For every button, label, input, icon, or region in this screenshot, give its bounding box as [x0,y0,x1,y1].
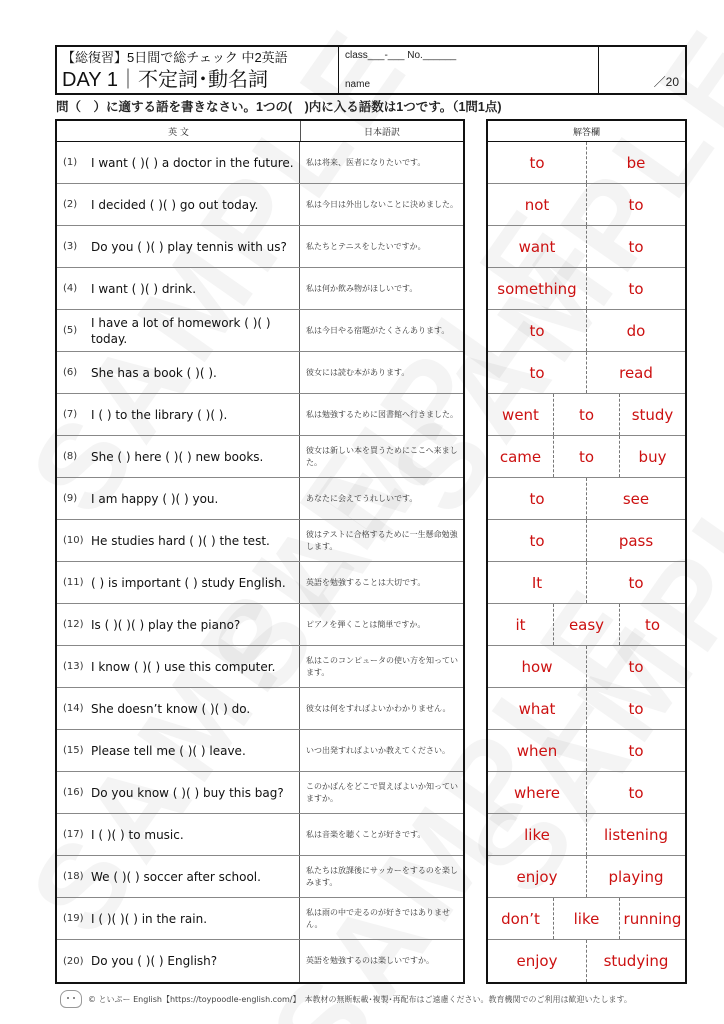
english-sentence-cell [57,940,300,982]
question-number: (3) [63,241,78,252]
answer-row [488,268,685,310]
column-header-japanese: 日本語訳 [363,127,400,138]
question-number: (11) [63,577,84,588]
japanese-translation: あなたに会えてうれしいです。 [306,493,418,503]
footer [60,990,632,1008]
answer-blank[interactable]: to [554,394,620,435]
answer-row [488,352,685,394]
japanese-translation: 私たちとテニスをしたいですか。 [306,241,426,251]
answer-row [488,772,685,814]
english-sentence-cell [57,268,300,309]
english-sentence: Is ( )( )( ) play the piano? [91,617,241,632]
english-sentence: She doesn’t know ( )( ) do. [91,701,251,716]
answer-blank[interactable]: want [488,226,587,267]
student-info-cell [339,47,599,93]
answer-row [488,478,685,520]
answer-blank[interactable]: like [488,814,587,855]
question-row [57,898,463,940]
answer-blank[interactable]: to [488,352,587,393]
question-number: (4) [63,283,78,294]
english-sentence: We ( )( ) soccer after school. [91,869,261,884]
question-number: (16) [63,787,84,798]
question-row [57,772,463,814]
japanese-translation: 彼はテストに合格するために一生懸命勉強します。 [306,529,458,551]
english-sentence: Do you ( )( ) play tennis with us? [91,239,287,254]
question-row [57,352,463,394]
answer-blank[interactable]: came [488,436,554,477]
answer-blank[interactable]: to [628,237,644,256]
question-row [57,226,463,268]
answer-table [486,119,687,984]
question-number: (18) [63,871,84,882]
header-box [55,45,687,95]
english-sentence-cell [57,226,300,267]
question-number: (12) [63,619,84,630]
question-row [57,478,463,520]
answer-row [488,898,685,940]
japanese-translation: ピアノを弾くことは簡単ですか。 [306,619,426,629]
answer-row [488,730,685,772]
english-sentence: Please tell me ( )( ) leave. [91,743,246,758]
answer-blank[interactable]: where [488,772,587,813]
footer-text: © といぷー English【https://toypoodle-english.com/】 本教材の無断転載･複製･再配布はご遠慮ください。教育機関でのご利用は歓迎いたします。 [88,994,632,1004]
japanese-translation: 彼女は新しい本を買うためにここへ来ました。 [306,445,458,467]
japanese-translation: 私は音楽を聴くことが好きです。 [306,829,426,839]
japanese-translation: 英語を勉強することは大切です。 [306,577,426,587]
answer-blank[interactable]: to [644,615,661,634]
answer-blank[interactable]: easy [554,604,620,645]
answer-row [488,856,685,898]
question-row [57,436,463,478]
english-sentence-cell [57,436,300,477]
english-sentence-cell [57,730,300,771]
answer-blank[interactable]: to [488,310,587,351]
question-number: (17) [63,829,84,840]
question-row [57,604,463,646]
english-sentence-cell [57,478,300,519]
question-number: (6) [63,367,78,378]
answer-row [488,310,685,352]
japanese-translation: いつ出発すればよいか教えてください。 [306,745,450,755]
japanese-translation: 彼女には読む本があります。 [306,367,410,377]
english-sentence: I decided ( )( ) go out today. [91,197,259,212]
english-sentence: Do you ( )( ) English? [91,954,218,968]
question-row [57,814,463,856]
question-row [57,646,463,688]
column-header-english: 英 文 [57,121,301,141]
answer-blank[interactable]: something [488,268,587,309]
answer-row [488,520,685,562]
question-row [57,310,463,352]
answer-blank[interactable]: what [488,688,587,729]
question-row [57,730,463,772]
answer-blank[interactable]: pass [618,531,654,550]
column-header-answer: 解答欄 [488,121,685,142]
question-number: (20) [63,955,84,967]
answer-blank[interactable]: see [622,489,650,508]
answer-blank[interactable]: how [488,646,587,687]
answer-blank[interactable]: It [488,562,587,603]
english-sentence-cell [57,898,300,939]
answer-row [488,142,685,184]
answer-blank[interactable]: enjoy [488,940,587,982]
answer-blank[interactable]: to [554,436,620,477]
answer-blank[interactable]: to [628,741,644,760]
question-number: (1) [63,157,78,168]
japanese-translation: 英語を勉強するのは楽しいですか。 [306,956,434,965]
japanese-translation: 私は将来、医者になりたいです。 [306,157,426,167]
question-row [57,142,463,184]
answer-row [488,184,685,226]
english-sentence-cell [57,394,300,435]
instruction-text: 問（ ）に適する語を書きなさい。1つの( )内に入る語数は1つです。（1問1点) [56,100,502,114]
question-number: (15) [63,745,84,756]
answer-blank[interactable]: not [488,184,587,225]
english-sentence: She has a book ( )( ). [91,365,217,380]
question-number: (19) [63,913,84,924]
answer-row [488,688,685,730]
question-number: (10) [63,535,84,546]
question-number: (13) [63,661,84,672]
english-sentence-cell [57,856,300,897]
question-row [57,268,463,310]
answer-row [488,940,685,982]
answer-blank[interactable]: enjoy [488,856,587,897]
english-sentence-cell [57,646,300,687]
answer-blank[interactable]: to [488,478,587,519]
answer-blank[interactable]: to [628,783,644,802]
answer-blank[interactable]: be [626,153,646,172]
answer-blank[interactable]: buy [638,447,667,466]
english-sentence: Do you know ( )( ) buy this bag? [91,785,284,800]
question-table-header [57,121,463,142]
japanese-translation: 私は勉強するために図書館へ行きました。 [306,409,458,419]
english-sentence: I ( )( )( ) in the rain. [91,911,208,926]
english-sentence: She ( ) here ( )( ) new books. [91,449,264,464]
answer-blank[interactable]: to [628,279,644,298]
header-title-cell [57,47,339,93]
answer-blank[interactable]: to [488,520,587,561]
english-sentence-cell [57,814,300,855]
english-sentence: I want ( )( ) drink. [91,281,197,296]
english-sentence: He studies hard ( )( ) the test. [91,533,270,548]
english-sentence-cell [57,310,300,351]
question-number: (7) [63,409,78,420]
header-subtitle: 【総復習】5日間で総チェック 中2英語 [62,50,288,65]
answer-blank[interactable]: studying [603,952,669,970]
english-sentence-cell [57,520,300,561]
english-sentence: I ( ) to the library ( )( ). [91,407,228,422]
answer-blank[interactable]: to [628,573,644,592]
answer-row [488,646,685,688]
question-number: (8) [63,451,78,462]
answer-row [488,604,685,646]
question-row [57,940,463,982]
japanese-translation: 私は雨の中で走るのが好きではありません。 [306,907,450,929]
english-sentence-cell [57,184,300,225]
english-sentence-cell [57,562,300,603]
english-sentence: I have a lot of homework ( )( ) today. [91,315,271,346]
answer-row [488,394,685,436]
question-row [57,562,463,604]
answer-blank[interactable]: like [554,898,620,939]
japanese-translation: このかばんをどこで買えばよいか知っていますか。 [306,781,458,803]
answer-blank[interactable]: went [488,394,554,435]
question-row [57,856,463,898]
score-cell [599,47,685,93]
question-row [57,688,463,730]
japanese-translation: 私は今日やる宿題がたくさんあります。 [306,325,450,335]
english-sentence: I ( )( ) to music. [91,827,184,842]
answer-blank[interactable]: don’t [488,898,554,939]
answer-row [488,814,685,856]
answer-blank[interactable]: to [628,657,644,676]
answer-blank[interactable]: when [488,730,587,771]
japanese-translation: 私は今日は外出しないことに決めました。 [306,199,458,209]
japanese-translation: 私はこのコンピュータの使い方を知っています。 [306,655,458,677]
english-sentence: I am happy ( )( ) you. [91,491,219,506]
answer-blank[interactable]: do [626,321,646,340]
japanese-translation: 私たちは放課後にサッカーをするのを楽しみます。 [306,865,458,887]
japanese-translation: 私は何か飲み物がほしいです。 [306,283,418,293]
answer-blank[interactable]: to [628,699,644,718]
english-sentence: I want ( )( ) a doctor in the future. [91,155,294,170]
question-row [57,520,463,562]
english-sentence: ( ) is important ( ) study English. [91,575,286,590]
japanese-translation: 彼女は何をすればよいかわかりません。 [306,703,451,713]
answer-blank[interactable]: study [631,405,674,424]
answer-row [488,226,685,268]
page-title: DAY 1｜不定詞･動名詞 [62,69,268,91]
answer-blank[interactable]: to [628,195,644,214]
english-sentence-cell [57,352,300,393]
question-number: (5) [63,325,78,336]
english-sentence-cell [57,772,300,813]
question-number: (9) [63,493,78,504]
question-row [57,184,463,226]
class-number-field[interactable]: class___-___ No.______ [345,50,457,61]
answer-blank[interactable]: read [619,363,653,382]
answer-row [488,436,685,478]
answer-blank[interactable]: listening [604,825,668,844]
answer-row [488,562,685,604]
english-sentence: I know ( )( ) use this computer. [91,659,276,674]
question-table [55,119,465,984]
name-field[interactable]: name [345,79,371,90]
answer-blank[interactable]: to [488,142,587,183]
answer-blank[interactable]: it [488,604,554,645]
question-number: (2) [63,199,78,210]
english-sentence-cell [57,142,300,183]
english-sentence-cell [57,688,300,729]
question-number: (14) [63,703,84,714]
answer-blank[interactable]: playing [608,867,664,886]
question-row [57,394,463,436]
poodle-logo-icon [60,990,82,1008]
english-sentence-cell [57,604,300,645]
score-total: ／20 [653,75,679,89]
answer-blank[interactable]: running [623,909,682,928]
